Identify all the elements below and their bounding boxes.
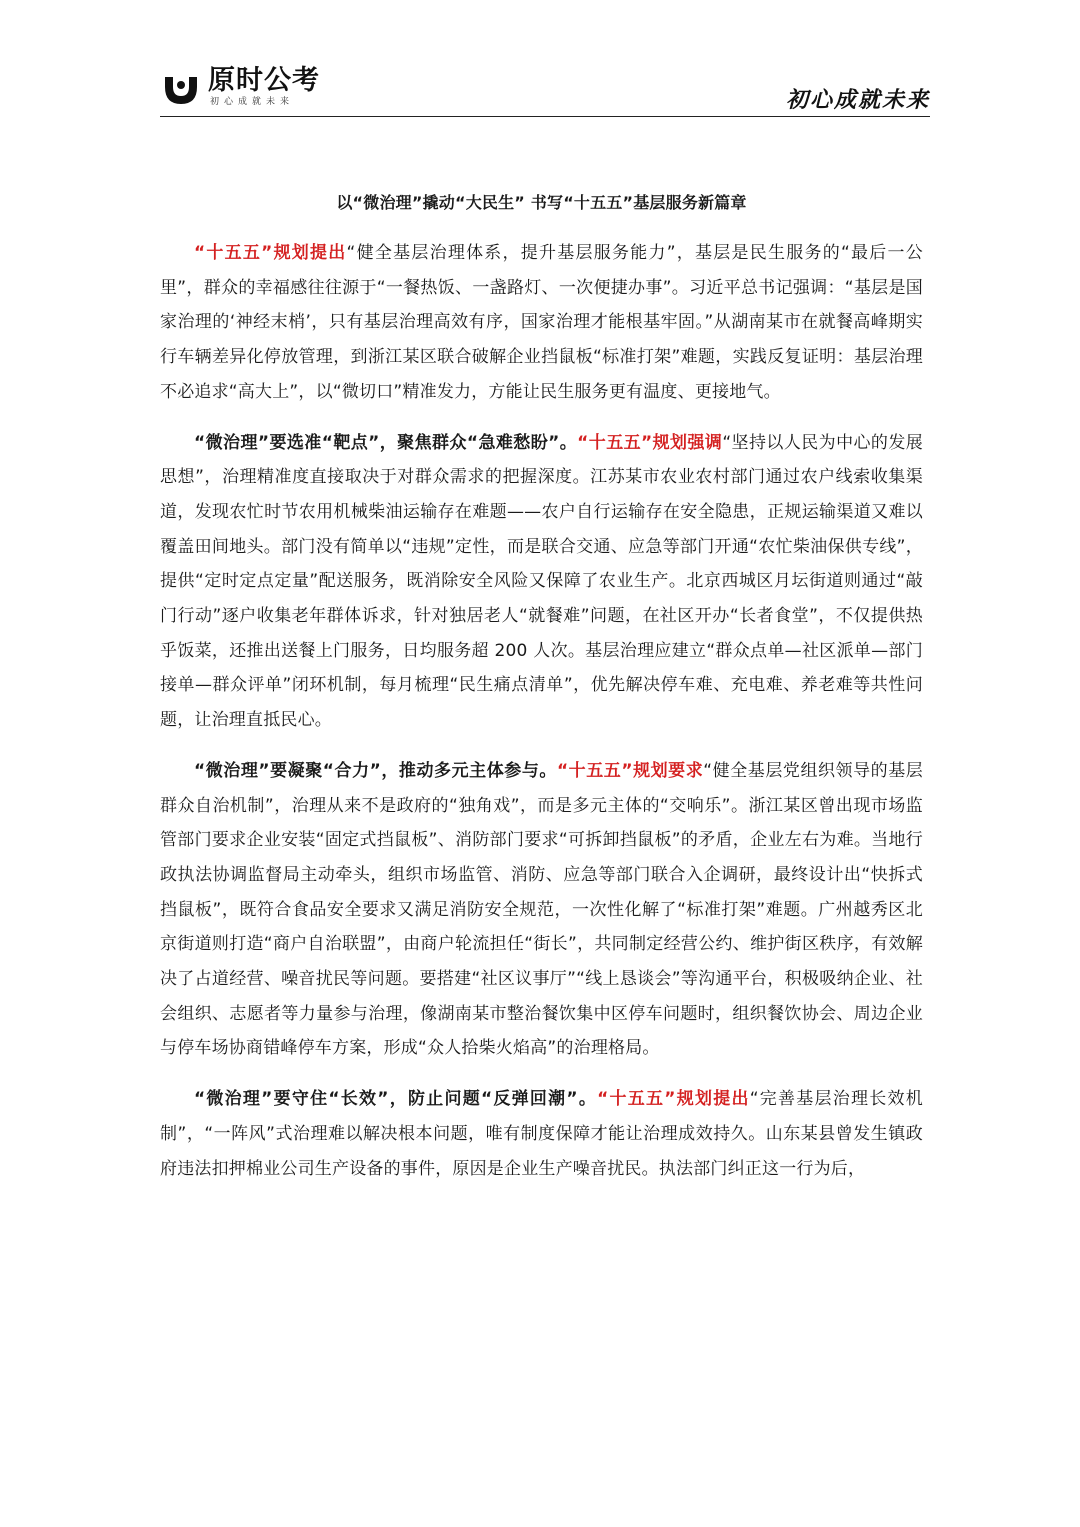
article-body	[160, 188, 923, 1202]
brand-logo	[160, 66, 320, 114]
paragraph-text: “坚持以人民为中心的发展思想”，治理精准度直接取决于对群众需求的把握深度。江苏某市农业农村部门通过农户线索收集渠道，发现农忙时节农用机械柴油运输存在难题——农户自行运输存在安全隐患，正规运输渠道又难以覆盖田间地头。部门没有简单以“违规”定性，而是联合交通、应急等部门开通“农忙柴油保供专线”，提供“定时定点定量”配送服务，既消除安全风险又保障了农业生产。北京西城区月坛街道则通过“敲门行动”逐户收集老年群体诉求，针对独居老人“就餐难”问题，在社区开办“长者食堂”，不仅提供热乎饭菜，还推出送餐上门服务，日均服务超 200 人次。基层治理应建立“群众点单—社区派单—部门接单—群众评单”闭环机制，每月梳理“民生痛点清单”，优先解决停车难、充电难、养老难等共性问题，让治理直抵民心。	[160, 432, 923, 731]
article-title: 以“微治理”撬动“大民生” 书写“十五五”基层服务新篇章	[336, 193, 747, 212]
header-motto: 初心成就未来	[785, 87, 930, 113]
brand-slogan: 初心成就未来	[210, 97, 295, 107]
paragraph-text: “健全基层党组织领导的基层群众自治机制”，治理从来不是政府的“独角戏”，而是多元主体的“交响乐”。浙江某区曾出现市场监管部门要求企业安装“固定式挡鼠板”、消防部门要求“可拆卸挡鼠板”的矛盾，企业左右为难。当地行政执法协调监督局主动牵头，组织市场监管、消防、应急等部门联合入企调研，最终设计出“快拆式挡鼠板”，既符合食品安全要求又满足消防安全规范，一次性化解了“标准打架”难题。广州越秀区北京街道则打造“商户自治联盟”，由商户轮流担任“街长”，共同制定经营公约、维护街区秩序，有效解决了占道经营、噪音扰民等问题。要搭建“社区议事厅”“线上恳谈会”等沟通平台，积极吸纳企业、社会组织、志愿者等力量参与治理，像湖南某市整治餐饮集中区停车问题时，组织餐饮协会、周边企业与停车场协商错峰停车方案，形成“众人拾柴火焰高”的治理格局。	[160, 760, 923, 1059]
smile-logo-icon	[160, 69, 202, 111]
paragraph-1	[160, 236, 923, 410]
paragraph-2	[160, 426, 923, 738]
brand-name: 原时公考	[208, 65, 320, 96]
paragraph-lead: “微治理”要守住“长效”，防止问题“反弹回潮”。	[194, 1089, 598, 1110]
policy-highlight: “十五五”规划要求	[556, 760, 704, 781]
policy-highlight: “十五五”规划提出	[194, 243, 347, 263]
page-header	[160, 66, 930, 117]
policy-highlight: “十五五”规划提出	[597, 1089, 750, 1110]
paragraph-lead: “微治理”要凝聚“合力”，推动多元主体参与。	[194, 760, 557, 781]
paragraph-text: “完善基层治理长效机制”，“一阵风”式治理难以解决根本问题，唯有制度保障才能让治理成效持久。山东某县曾发生镇政府违法扣押棉业公司生产设备的事件，原因是企业生产噪音扰民。执法部门纠正这一行为后，	[160, 1089, 923, 1179]
paragraph-lead: “微治理”要选准“靶点”，聚焦群众“急难愁盼”。	[194, 432, 578, 453]
paragraph-4	[160, 1082, 923, 1186]
paragraph-text: “健全基层治理体系，提升基层服务能力”，基层是民生服务的“最后一公里”，群众的幸福感往往源于“一餐热饭、一盏路灯、一次便捷办事”。习近平总书记强调：“基层是国家治理的‘神经末梢’，只有基层治理高效有序，国家治理才能根基牢固。”从湖南某市在就餐高峰期实行车辆差异化停放管理，到浙江某区联合破解企业挡鼠板“标准打架”难题，实践反复证明：基层治理不必追求“高大上”，以“微切口”精准发力，方能让民生服务更有温度、更接地气。	[160, 243, 923, 402]
policy-highlight: “十五五”规划强调	[577, 432, 723, 453]
paragraph-3	[160, 754, 923, 1066]
